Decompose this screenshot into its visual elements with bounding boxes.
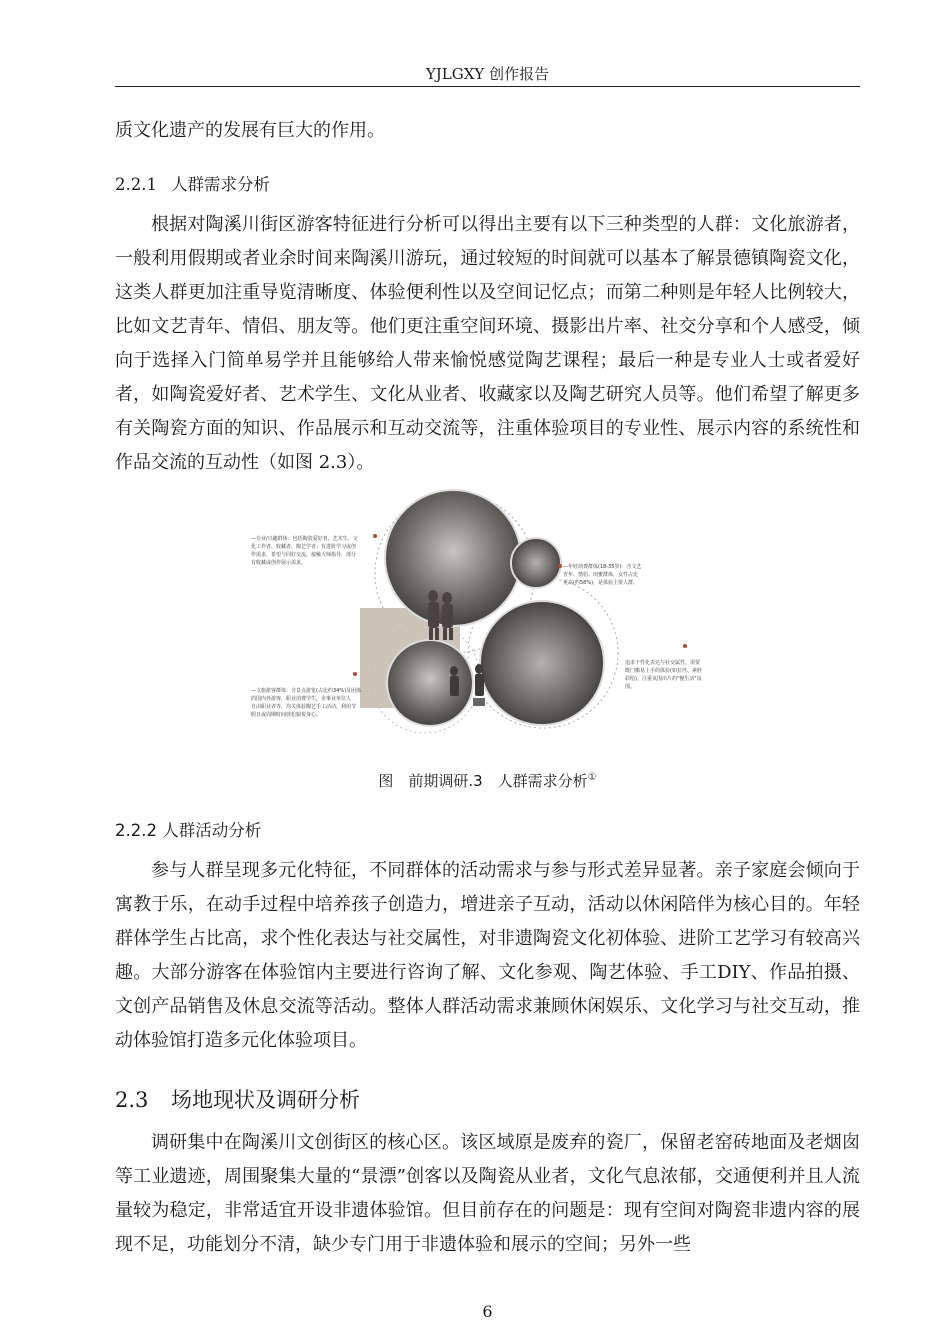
note-line: 围。: [625, 684, 636, 690]
section-title: 人群需求分析: [171, 175, 270, 194]
tourist-photo-circle: [387, 640, 473, 726]
note-line: 化工作者、收藏者、陶艺学者；有进阶学习或创: [251, 544, 357, 550]
section-number: 2.2.2: [115, 821, 157, 840]
section-number: 2.3: [115, 1088, 149, 1112]
marker-dot: [373, 534, 377, 538]
section-title: 人群活动分析: [162, 821, 262, 840]
note-line: 假日或周期时间放松愉悦身心。: [251, 712, 322, 718]
page-header: YJLGXY 创作报告: [425, 65, 550, 83]
section-title: 场地现状及调研分析: [171, 1088, 360, 1112]
caption-text: 图 前期调研.3 人群需求分析: [378, 772, 588, 790]
note-line: 作需求，希望与同好交流，接触大师指导，部分: [251, 552, 357, 558]
marker-dot: [558, 564, 562, 568]
note-line: —专业/兴趣群体：包括陶瓷爱好者、艺术生、文: [251, 536, 358, 542]
professional-photo-circle: [385, 490, 521, 626]
section-heading-2-2-2: [115, 820, 261, 842]
note-line: 的国内外游客，职业消费学生，企事业单位人: [251, 696, 352, 702]
social-photo-circle: [480, 601, 604, 725]
section-heading-2-3: [115, 1086, 360, 1114]
footnote-mark: ①: [587, 772, 597, 783]
note-line: 追求个性化表达与社交属性，需要: [625, 660, 701, 666]
marker-dot: [353, 672, 357, 676]
tourist-note: [251, 687, 361, 718]
header-rule: [115, 86, 860, 87]
marker-dot: [683, 644, 687, 648]
intro-fragment: 质文化遗产的发展有巨大的作用。: [115, 120, 385, 141]
crowd-demand-figure: [245, 478, 735, 743]
note-line: 更高(约58%)，是体验主要人群。: [563, 580, 639, 586]
note-line: 彩绘)，注重氛围出片的"慢生活"氛: [625, 676, 702, 682]
paragraph-crowd-activity: 参与人群呈现多元化特征，不同群体的活动需求与参与形式差异显著。亲子家庭会倾向于寓教于乐，在动手过程中培养孩子创造力，增进亲子互动，活动以休闲陪伴为核心目的。年轻群体学生占比高，求个性化表达与社交属性，对非遗陶瓷文化初体验、进阶工艺学习有较高兴趣。大部分游客在体验馆内主要进行咨询了解、文化参观、陶艺体验、手工DIY、作品拍摄、文创产品销售及休息交流等活动。整体人群活动需求兼顾休闲娱乐、文化学习与社交互动，推动体验馆打造多元化体验项目。: [115, 860, 860, 1051]
paragraph-crowd-demand: 根据对陶溪川街区游客特征进行分析可以得出主要有以下三种类型的人群：文化旅游者，一般利用假期或者业余时间来陶溪川游玩，通过较短的时间就可以基本了解景德镇陶瓷文化，这类人群更加注重导览清晰度、体验便利性以及空间记忆点；而第二种则是年轻人比例较大，比如文艺青年、情侣、朋友等。他们更注重空间环境、摄影出片率、社交分享和个人感受，倾向于选择入门简单易学并且能够给人带来愉悦感觉陶艺课程；最后一种是专业人士或者爱好者，如陶瓷爱好者、艺术学生、文化从业者、收藏家以及陶艺研究人员等。他们希望了解更多有关陶瓷方面的知识、作品展示和互动交流等，注重体验项目的专业性、展示内容的系统性和作品交流的互动性（如图 2.3）。: [115, 214, 860, 473]
section-number: 2.2.1: [115, 175, 157, 194]
youth-photo-circle: [511, 538, 561, 588]
note-line: 自由职业者等，均关体验陶艺手工活动，利用节: [251, 704, 357, 710]
note-line: —年轻消费群体(18-35岁)：含文艺: [563, 564, 642, 570]
paragraph-site-survey: 调研集中在陶溪川文创街区的核心区。该区域原是废弃的瓷厂，保留老窑砖地面及老烟囱等工业遗迹，周围聚集大量的“景漂”创客以及陶瓷从业者，文化气息浓郁，交通便利并且人流量较为稳定，非常适宜开设非遗体验馆。但目前存在的问题是：现有空间对陶瓷非遗内容的展现不足，功能划分不清，缺少专门用于非遗体验和展示的空间；另外一些: [115, 1132, 860, 1255]
note-line: 既门槛易上手的体验(如拉坯、素胚: [625, 668, 702, 674]
figure-illustration: [245, 478, 735, 743]
section-heading-2-2-1: [115, 174, 270, 196]
youth-note: [563, 563, 641, 586]
note-line: 有收藏或创作展示需求。: [251, 560, 307, 566]
note-line: 青年、情侣、闺蜜群体，女性占比: [563, 572, 639, 578]
figure-caption: [115, 768, 860, 791]
page-number: 6: [482, 1302, 493, 1321]
professional-note: [251, 535, 358, 566]
note-line: —文旅游客群体：含景点游览(占比约34%)及团体: [251, 688, 362, 694]
social-note: [625, 659, 703, 690]
